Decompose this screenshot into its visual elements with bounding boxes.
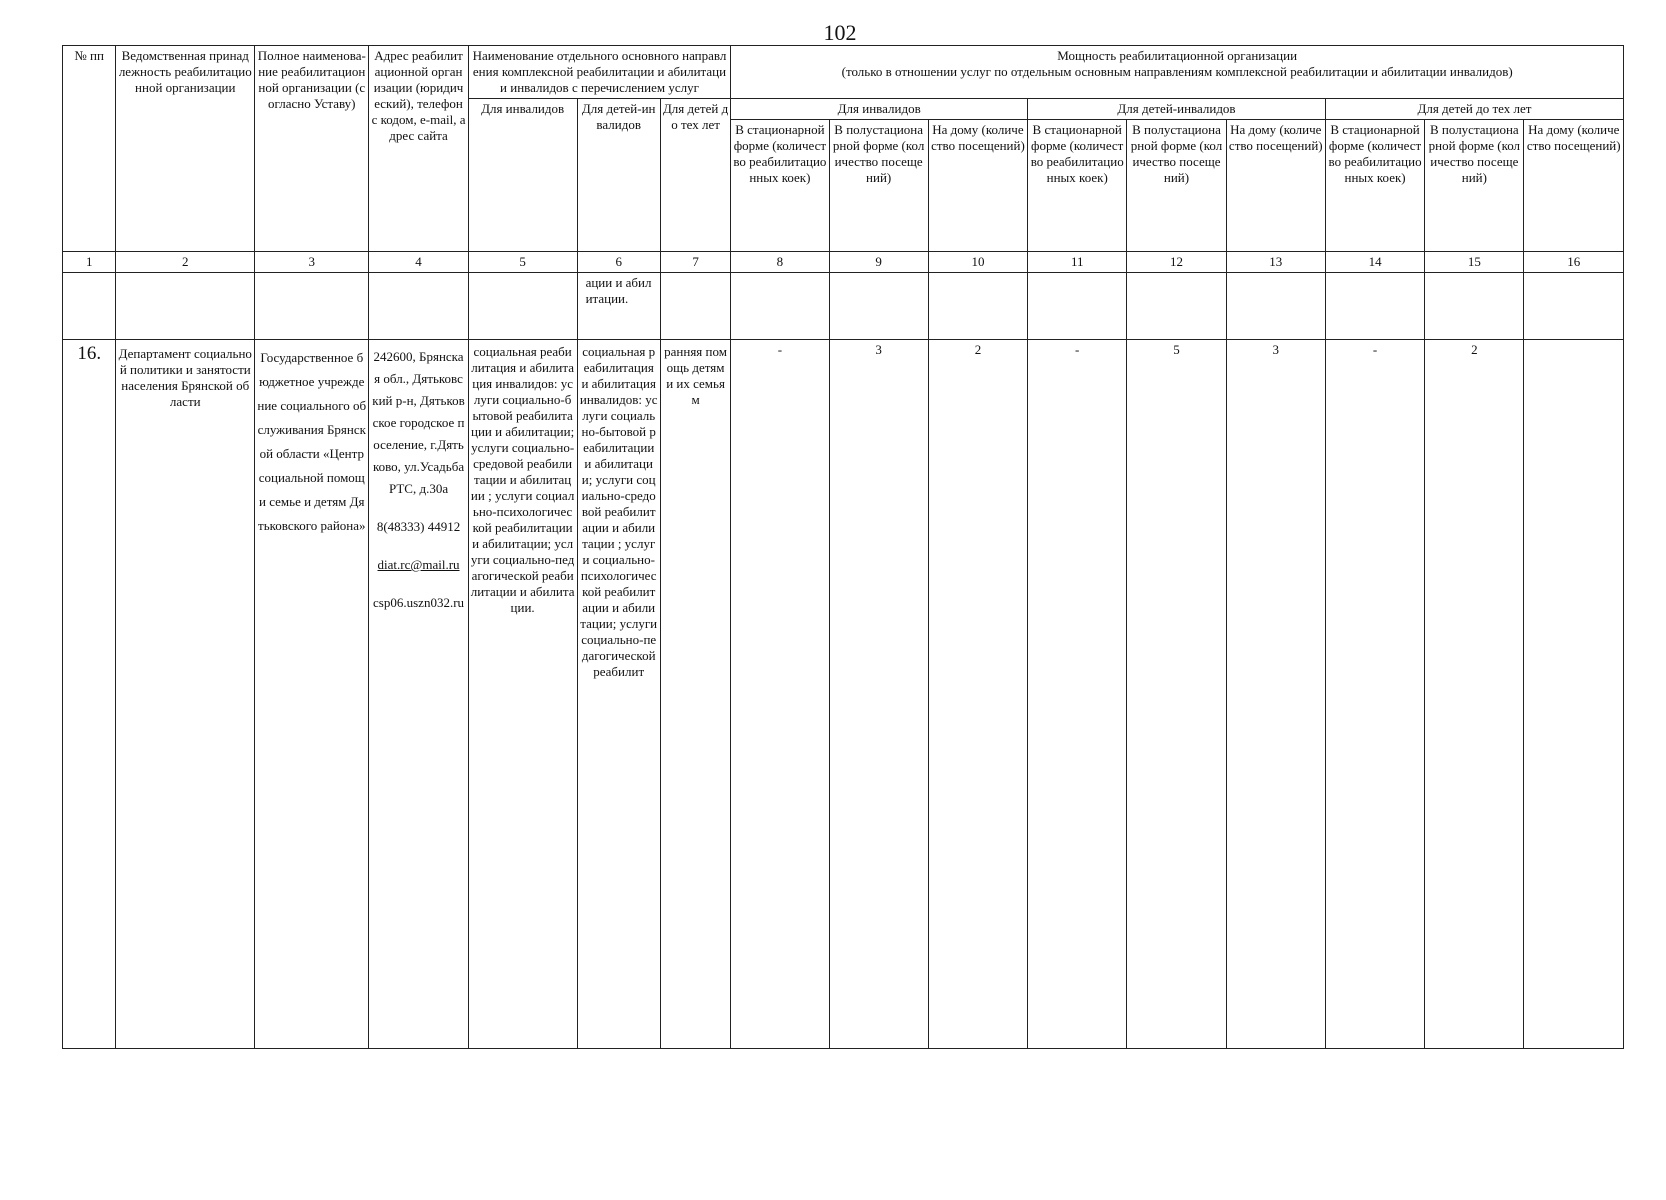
continuation-text: ации и абилитации. — [577, 273, 660, 340]
column-number: 9 — [829, 252, 928, 273]
column-number: 11 — [1028, 252, 1127, 273]
header-home-invalids: На дому (количество посещений) — [928, 120, 1027, 252]
row-services-children: социальная реабилитация и абилитация инвалидов: услуги социально-бытовой реабилитации и абилитации; услуги социально-средовой реабилитации и абилитации ; услуги социально-психологической реабилитации и абилитации; услуги социально-педагогической реабилит — [577, 340, 660, 1049]
header-col-org-name: Полное наименова- ние реабилитационной организации (согласно Уставу) — [255, 46, 369, 252]
header-semi-invalids: В полустационарной форме (количество посещений) — [829, 120, 928, 252]
header-dir-young: Для детей до тех лет — [660, 99, 730, 252]
column-number: 5 — [468, 252, 577, 273]
column-number: 12 — [1127, 252, 1226, 273]
page-number: 102 — [823, 20, 857, 45]
header-dir-children: Для детей-инвалидов — [577, 99, 660, 252]
header-capacity-group — [731, 46, 1624, 99]
row-email[interactable]: diat.rc@mail.ru — [377, 557, 460, 572]
row-address-cell — [369, 340, 468, 1049]
row-address: 242600, Брянская обл., Дятьковский р-н, Дятьковское городское поселение, г.Дятьково, ул.Усадьба РТС, д.30а — [372, 349, 465, 496]
column-number: 10 — [928, 252, 1027, 273]
header-col-num: № пп — [63, 46, 116, 252]
row-site[interactable]: csp06.uszn032.ru — [373, 595, 465, 610]
capacity-title: Мощность реабилитационной организации — [1057, 48, 1298, 63]
column-number: 8 — [731, 252, 829, 273]
value-semi-children: 5 — [1127, 340, 1226, 1049]
column-number: 3 — [255, 252, 369, 273]
row-number: 16. — [63, 340, 116, 1049]
value-stationary-young: - — [1325, 340, 1424, 1049]
header-col-department: Ведомственная принадлежность реабилитационной организации — [116, 46, 255, 252]
header-grp-children: Для детей-инвалидов — [1028, 99, 1326, 120]
column-number: 4 — [369, 252, 468, 273]
header-dir-invalids: Для инвалидов — [468, 99, 577, 252]
row-org-name: Государственное бюджетное учреждение социального обслуживания Брянской области «Центр социальной помощи семье и детям Дятьковского района» — [255, 340, 369, 1049]
column-number: 14 — [1325, 252, 1424, 273]
column-number: 2 — [116, 252, 255, 273]
header-home-young: На дому (количество посещений) — [1524, 120, 1624, 252]
column-number: 1 — [63, 252, 116, 273]
rehab-organizations-table — [62, 45, 1624, 1049]
row-phone: 8(48333) 44912 — [376, 519, 461, 534]
header-direction-group: Наименование отдельного основного направления комплексной реабилитации и абилитации инвалидов с перечислением услуг — [468, 46, 731, 99]
header-stationary-children: В стационарной форме (количество реабилитационных коек) — [1028, 120, 1127, 252]
column-number: 7 — [660, 252, 730, 273]
column-number-row — [63, 252, 1624, 273]
header-home-children: На дому (количество посещений) — [1226, 120, 1325, 252]
table-row — [63, 340, 1624, 1049]
header-grp-young: Для детей до тех лет — [1325, 99, 1623, 120]
value-stationary-invalids: - — [731, 340, 829, 1049]
row-services-young: ранняя помощь детям и их семьям — [660, 340, 730, 1049]
value-stationary-children: - — [1028, 340, 1127, 1049]
header-stationary-invalids: В стационарной форме (количество реабилитационных коек) — [731, 120, 829, 252]
column-number: 13 — [1226, 252, 1325, 273]
value-home-invalids: 2 — [928, 340, 1027, 1049]
header-col-address: Адрес реабилитационной организации (юридический), телефон с кодом, e-mail, адрес сайта — [369, 46, 468, 252]
value-home-children: 3 — [1226, 340, 1325, 1049]
header-grp-invalids: Для инвалидов — [731, 99, 1028, 120]
header-row-1 — [63, 46, 1624, 99]
header-semi-children: В полустационарной форме (количество посещений) — [1127, 120, 1226, 252]
capacity-note: (только в отношении услуг по отдельным основным направлениям комплексной реабилитации и абилитации инвалидов) — [841, 64, 1513, 79]
header-semi-young: В полустационарной форме (количество посещений) — [1425, 120, 1524, 252]
row-department: Департамент социальной политики и занятости населения Брянской области — [116, 340, 255, 1049]
row-services-invalids: социальная реабилитация и абилитация инвалидов: услуги социально-бытовой реабилитации и абилитации; услуги социально-средовой реабилитации и абилитации ; услуги социально-психологической реабилитации и абилитации; услуги социально-педагогической реабилитации и абилитации. — [468, 340, 577, 1049]
value-home-young — [1524, 340, 1624, 1049]
header-stationary-young: В стационарной форме (количество реабилитационных коек) — [1325, 120, 1424, 252]
column-number: 15 — [1425, 252, 1524, 273]
continuation-row — [63, 273, 1624, 340]
column-number: 6 — [577, 252, 660, 273]
value-semi-young: 2 — [1425, 340, 1524, 1049]
column-number: 16 — [1524, 252, 1624, 273]
value-semi-invalids: 3 — [829, 340, 928, 1049]
